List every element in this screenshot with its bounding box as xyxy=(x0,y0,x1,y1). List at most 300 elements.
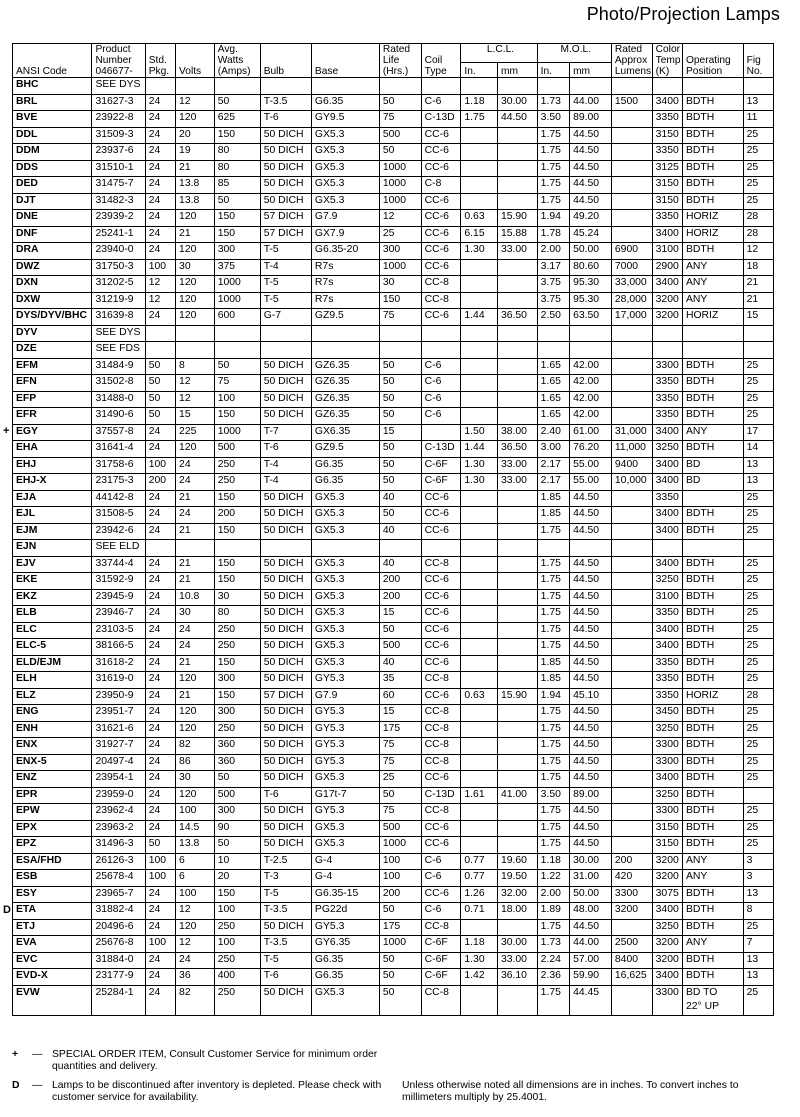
cell-operating-position: BDTH xyxy=(682,705,743,722)
cell-volts: 13.8 xyxy=(176,193,215,210)
cell-base: G7.9 xyxy=(311,688,379,705)
cell-coil-type: CC-6 xyxy=(421,490,461,507)
cell-avg-watts: 30 xyxy=(214,589,260,606)
cell-lcl-mm xyxy=(497,160,537,177)
cell-std-pkg: 24 xyxy=(145,919,175,936)
cell-std-pkg xyxy=(145,342,175,359)
cell-operating-position: BDTH xyxy=(682,738,743,755)
cell-fig-no: 25 xyxy=(743,490,773,507)
cell-fig-no: 28 xyxy=(743,226,773,243)
cell-bulb: 50 DICH xyxy=(260,639,311,656)
cell-volts: 82 xyxy=(176,738,215,755)
cell-lumens: 7000 xyxy=(611,259,652,276)
cell-ansi-code: EJV xyxy=(13,556,92,573)
cell-rated-life: 200 xyxy=(379,589,421,606)
cell-std-pkg: 24 xyxy=(145,523,175,540)
cell-bulb: 50 DICH xyxy=(260,490,311,507)
cell-bulb: 50 DICH xyxy=(260,804,311,821)
cell-volts: 21 xyxy=(176,226,215,243)
cell-ansi-code: ELC xyxy=(13,622,92,639)
cell-mol-mm: 55.00 xyxy=(570,457,612,474)
cell-std-pkg: 24 xyxy=(145,655,175,672)
cell-lcl-mm xyxy=(497,342,537,359)
cell-operating-position: BDTH xyxy=(682,441,743,458)
table-row xyxy=(13,573,774,590)
cell-base: G6.35 xyxy=(311,969,379,986)
cell-mol-in: 1.75 xyxy=(537,193,569,210)
cell-base: GY5.3 xyxy=(311,705,379,722)
cell-bulb: 50 DICH xyxy=(260,672,311,689)
cell-operating-position: BDTH xyxy=(682,787,743,804)
cell-color-temp: 3200 xyxy=(652,292,682,309)
cell-mol-in: 3.17 xyxy=(537,259,569,276)
cell-std-pkg: 24 xyxy=(145,903,175,920)
cell-avg-watts: 300 xyxy=(214,672,260,689)
cell-volts: 6 xyxy=(176,870,215,887)
cell-mol-in: 2.17 xyxy=(537,474,569,491)
cell-rated-life: 40 xyxy=(379,556,421,573)
cell-ansi-code: EKZ xyxy=(13,589,92,606)
cell-avg-watts: 150 xyxy=(214,886,260,903)
table-row xyxy=(13,771,774,788)
cell-operating-position: BDTH xyxy=(682,94,743,111)
cell-lumens xyxy=(611,523,652,540)
cell-product-number: 25284-1 xyxy=(92,985,145,1015)
cell-bulb: T-5 xyxy=(260,952,311,969)
cell-bulb: T-3.5 xyxy=(260,94,311,111)
cell-mol-mm: 44.50 xyxy=(570,523,612,540)
cell-product-number: 23946-7 xyxy=(92,606,145,623)
cell-operating-position: BDTH xyxy=(682,622,743,639)
table-row xyxy=(13,820,774,837)
note-dash: — xyxy=(32,1049,43,1060)
cell-fig-no: 25 xyxy=(743,985,773,1015)
cell-volts: 24 xyxy=(176,639,215,656)
cell-std-pkg: 24 xyxy=(145,721,175,738)
cell-rated-life: 75 xyxy=(379,754,421,771)
cell-std-pkg: 24 xyxy=(145,490,175,507)
cell-color-temp: 3350 xyxy=(652,144,682,161)
col-bulb: Bulb xyxy=(260,44,311,78)
cell-ansi-code: EFP xyxy=(13,391,92,408)
cell-mol-in: 1.85 xyxy=(537,490,569,507)
cell-avg-watts: 150 xyxy=(214,655,260,672)
cell-mol-in: 2.36 xyxy=(537,969,569,986)
cell-lcl-in: 1.30 xyxy=(461,474,498,491)
cell-coil-type: CC-8 xyxy=(421,754,461,771)
cell-lumens: 8400 xyxy=(611,952,652,969)
cell-rated-life: 35 xyxy=(379,672,421,689)
cell-ansi-code: DDL xyxy=(13,127,92,144)
cell-mol-in: 3.75 xyxy=(537,292,569,309)
cell-lcl-in xyxy=(461,589,498,606)
cell-volts: 24 xyxy=(176,622,215,639)
cell-lcl-mm xyxy=(497,804,537,821)
table-row xyxy=(13,738,774,755)
cell-base xyxy=(311,342,379,359)
cell-lcl-mm: 36.10 xyxy=(497,969,537,986)
cell-rated-life: 150 xyxy=(379,292,421,309)
cell-volts: 120 xyxy=(176,441,215,458)
cell-std-pkg: 12 xyxy=(145,276,175,293)
cell-product-number: 31639-8 xyxy=(92,309,145,326)
cell-operating-position: BDTH xyxy=(682,754,743,771)
cell-rated-life: 50 xyxy=(379,358,421,375)
cell-mol-mm: 44.50 xyxy=(570,573,612,590)
cell-mol-in: 1.85 xyxy=(537,672,569,689)
cell-fig-no: 25 xyxy=(743,672,773,689)
cell-rated-life: 15 xyxy=(379,705,421,722)
cell-fig-no: 25 xyxy=(743,738,773,755)
cell-fig-no xyxy=(743,342,773,359)
cell-avg-watts: 100 xyxy=(214,936,260,953)
cell-rated-life: 1000 xyxy=(379,259,421,276)
cell-lcl-mm: 33.00 xyxy=(497,243,537,260)
cell-mol-mm: 42.00 xyxy=(570,391,612,408)
cell-rated-life: 1000 xyxy=(379,160,421,177)
discontinued-text: Lamps to be discontinued after inventory is depleted. Please check with customer service for availability. xyxy=(52,1080,382,1103)
cell-mol-in: 1.94 xyxy=(537,210,569,227)
cell-color-temp: 3400 xyxy=(652,622,682,639)
table-row xyxy=(13,507,774,524)
col-base: Base xyxy=(311,44,379,78)
cell-mol-mm xyxy=(570,540,612,557)
cell-rated-life: 75 xyxy=(379,309,421,326)
cell-mol-in xyxy=(537,540,569,557)
cell-coil-type: CC-6 xyxy=(421,886,461,903)
cell-lcl-mm: 18.00 xyxy=(497,903,537,920)
cell-color-temp: 3350 xyxy=(652,375,682,392)
cell-lcl-mm xyxy=(497,639,537,656)
cell-operating-position: BDTH xyxy=(682,721,743,738)
cell-volts: 120 xyxy=(176,309,215,326)
cell-fig-no: 25 xyxy=(743,507,773,524)
cell-volts: 100 xyxy=(176,804,215,821)
cell-base: G6.35-20 xyxy=(311,243,379,260)
cell-operating-position: BD TO 22° UP xyxy=(682,985,743,1015)
cell-fig-no xyxy=(743,787,773,804)
cell-lcl-in xyxy=(461,391,498,408)
cell-coil-type: CC-8 xyxy=(421,672,461,689)
cell-volts: 21 xyxy=(176,523,215,540)
cell-lcl-in xyxy=(461,490,498,507)
cell-fig-no: 13 xyxy=(743,969,773,986)
cell-color-temp: 3250 xyxy=(652,787,682,804)
cell-operating-position: BDTH xyxy=(682,507,743,524)
cell-rated-life: 500 xyxy=(379,639,421,656)
cell-mol-in: 1.75 xyxy=(537,127,569,144)
cell-lcl-mm xyxy=(497,193,537,210)
cell-lcl-in xyxy=(461,754,498,771)
cell-avg-watts: 300 xyxy=(214,243,260,260)
cell-std-pkg: 24 xyxy=(145,193,175,210)
cell-operating-position: BDTH xyxy=(682,391,743,408)
cell-fig-no: 17 xyxy=(743,424,773,441)
cell-lcl-mm xyxy=(497,523,537,540)
cell-mol-in: 1.65 xyxy=(537,358,569,375)
cell-std-pkg: 24 xyxy=(145,952,175,969)
cell-product-number: 26126-3 xyxy=(92,853,145,870)
cell-mol-mm: 95.30 xyxy=(570,276,612,293)
cell-lcl-in xyxy=(461,144,498,161)
cell-rated-life: 1000 xyxy=(379,177,421,194)
cell-mol-in: 2.00 xyxy=(537,243,569,260)
cell-bulb: 50 DICH xyxy=(260,606,311,623)
cell-base: GZ9.5 xyxy=(311,441,379,458)
cell-coil-type: CC-6 xyxy=(421,820,461,837)
cell-fig-no: 3 xyxy=(743,853,773,870)
cell-rated-life: 50 xyxy=(379,952,421,969)
cell-base: G6.35-15 xyxy=(311,886,379,903)
cell-ansi-code: ESY xyxy=(13,886,92,903)
cell-ansi-code: ETJ xyxy=(13,919,92,936)
cell-product-number: 23177-9 xyxy=(92,969,145,986)
cell-color-temp: 3100 xyxy=(652,589,682,606)
cell-color-temp: 3400 xyxy=(652,969,682,986)
cell-std-pkg: 24 xyxy=(145,639,175,656)
cell-operating-position: ANY xyxy=(682,276,743,293)
cell-mol-in: 1.65 xyxy=(537,408,569,425)
cell-bulb: 50 DICH xyxy=(260,622,311,639)
cell-coil-type: C-6 xyxy=(421,358,461,375)
cell-lumens xyxy=(611,705,652,722)
cell-ansi-code: DED xyxy=(13,177,92,194)
cell-ansi-code: EFR xyxy=(13,408,92,425)
table-row xyxy=(13,490,774,507)
cell-bulb: 50 DICH xyxy=(260,705,311,722)
cell-lcl-mm xyxy=(497,276,537,293)
table-row xyxy=(13,243,774,260)
cell-std-pkg: 24 xyxy=(145,177,175,194)
cell-fig-no: 13 xyxy=(743,94,773,111)
cell-ansi-code: ELH xyxy=(13,672,92,689)
special-order-text: SPECIAL ORDER ITEM, Consult Customer Service for minimum order quantities and delivery. xyxy=(52,1049,378,1072)
cell-lumens xyxy=(611,556,652,573)
cell-color-temp: 2900 xyxy=(652,259,682,276)
cell-mol-mm: 31.00 xyxy=(570,870,612,887)
table-row xyxy=(13,952,774,969)
cell-bulb: 50 DICH xyxy=(260,820,311,837)
cell-coil-type: CC-8 xyxy=(421,919,461,936)
table-body xyxy=(13,78,774,1016)
cell-avg-watts: 50 xyxy=(214,358,260,375)
cell-std-pkg: 24 xyxy=(145,226,175,243)
cell-lcl-mm xyxy=(497,820,537,837)
cell-volts: 24 xyxy=(176,507,215,524)
col-operating-position: Operating Position xyxy=(682,44,743,78)
cell-volts: 15 xyxy=(176,408,215,425)
cell-operating-position: BDTH xyxy=(682,193,743,210)
cell-bulb: 50 DICH xyxy=(260,837,311,854)
discontinued-symbol: D xyxy=(12,1080,20,1091)
cell-lumens xyxy=(611,358,652,375)
cell-avg-watts: 90 xyxy=(214,820,260,837)
cell-bulb xyxy=(260,325,311,342)
cell-fig-no: 14 xyxy=(743,441,773,458)
cell-coil-type: C-6F xyxy=(421,457,461,474)
cell-color-temp: 3400 xyxy=(652,474,682,491)
cell-operating-position: BDTH xyxy=(682,127,743,144)
cell-operating-position: BDTH xyxy=(682,672,743,689)
cell-avg-watts: 250 xyxy=(214,457,260,474)
cell-volts: 24 xyxy=(176,474,215,491)
cell-bulb: T-4 xyxy=(260,474,311,491)
cell-lcl-in xyxy=(461,804,498,821)
cell-ansi-code: EPZ xyxy=(13,837,92,854)
table-row xyxy=(13,606,774,623)
cell-lumens xyxy=(611,787,652,804)
cell-color-temp: 3400 xyxy=(652,94,682,111)
cell-volts xyxy=(176,325,215,342)
cell-std-pkg: 100 xyxy=(145,870,175,887)
cell-mol-mm: 49.20 xyxy=(570,210,612,227)
cell-volts xyxy=(176,342,215,359)
cell-product-number: 31750-3 xyxy=(92,259,145,276)
cell-mol-in: 1.75 xyxy=(537,820,569,837)
cell-avg-watts: 50 xyxy=(214,94,260,111)
cell-base: GX5.3 xyxy=(311,523,379,540)
cell-coil-type: CC-8 xyxy=(421,556,461,573)
cell-base: GX5.3 xyxy=(311,193,379,210)
cell-avg-watts: 250 xyxy=(214,474,260,491)
cell-avg-watts: 250 xyxy=(214,639,260,656)
cell-lumens: 200 xyxy=(611,853,652,870)
cell-base: GX5.3 xyxy=(311,655,379,672)
cell-color-temp: 3400 xyxy=(652,424,682,441)
cell-operating-position: ANY xyxy=(682,259,743,276)
cell-operating-position xyxy=(682,78,743,95)
cell-volts: 120 xyxy=(176,919,215,936)
cell-product-number: 31509-3 xyxy=(92,127,145,144)
cell-lcl-mm xyxy=(497,919,537,936)
cell-mol-in: 1.22 xyxy=(537,870,569,887)
cell-std-pkg: 24 xyxy=(145,127,175,144)
cell-ansi-code: DYS/DYV/BHC xyxy=(13,309,92,326)
cell-lumens: 17,000 xyxy=(611,309,652,326)
col-product-number: Product Number 046677- xyxy=(92,44,145,78)
cell-mol-mm: 59.90 xyxy=(570,969,612,986)
cell-lcl-in: 0.77 xyxy=(461,870,498,887)
cell-bulb: T-6 xyxy=(260,441,311,458)
cell-product-number: 31219-9 xyxy=(92,292,145,309)
cell-mol-mm: 44.50 xyxy=(570,589,612,606)
cell-mol-mm: 44.50 xyxy=(570,820,612,837)
cell-volts: 24 xyxy=(176,952,215,969)
cell-avg-watts: 250 xyxy=(214,952,260,969)
table-row xyxy=(13,127,774,144)
cell-volts xyxy=(176,540,215,557)
cell-avg-watts: 360 xyxy=(214,754,260,771)
cell-bulb: 50 DICH xyxy=(260,738,311,755)
table-row xyxy=(13,309,774,326)
cell-mol-mm: 44.50 xyxy=(570,738,612,755)
cell-std-pkg xyxy=(145,540,175,557)
cell-bulb: 50 DICH xyxy=(260,375,311,392)
cell-mol-in: 1.75 xyxy=(537,177,569,194)
cell-ansi-code: EPR xyxy=(13,787,92,804)
cell-lcl-mm: 44.50 xyxy=(497,111,537,128)
cell-std-pkg: 50 xyxy=(145,358,175,375)
cell-volts: 20 xyxy=(176,127,215,144)
cell-coil-type: CC-8 xyxy=(421,804,461,821)
cell-volts: 24 xyxy=(176,457,215,474)
cell-fig-no: 11 xyxy=(743,111,773,128)
cell-operating-position: BDTH xyxy=(682,160,743,177)
cell-product-number: 23954-1 xyxy=(92,771,145,788)
cell-color-temp: 3400 xyxy=(652,903,682,920)
cell-lumens xyxy=(611,919,652,936)
cell-fig-no xyxy=(743,540,773,557)
cell-mol-mm: 44.50 xyxy=(570,507,612,524)
cell-bulb: 50 DICH xyxy=(260,127,311,144)
cell-mol-in: 1.94 xyxy=(537,688,569,705)
cell-lcl-mm xyxy=(497,144,537,161)
cell-lcl-mm xyxy=(497,375,537,392)
cell-avg-watts: 150 xyxy=(214,573,260,590)
table-row xyxy=(13,325,774,342)
cell-mol-in: 1.75 xyxy=(537,573,569,590)
cell-fig-no: 25 xyxy=(743,573,773,590)
cell-mol-mm: 44.50 xyxy=(570,177,612,194)
cell-product-number: 31510-1 xyxy=(92,160,145,177)
cell-product-number: 31619-0 xyxy=(92,672,145,689)
cell-coil-type: CC-6 xyxy=(421,309,461,326)
cell-coil-type xyxy=(421,78,461,95)
table-row xyxy=(13,787,774,804)
cell-lcl-in xyxy=(461,127,498,144)
cell-base: G6.35 xyxy=(311,457,379,474)
cell-fig-no: 25 xyxy=(743,754,773,771)
cell-base: GX6.35 xyxy=(311,424,379,441)
cell-avg-watts xyxy=(214,540,260,557)
cell-ansi-code: ENG xyxy=(13,705,92,722)
cell-mol-in: 1.75 xyxy=(537,754,569,771)
cell-mol-in: 1.78 xyxy=(537,226,569,243)
cell-base: GX5.3 xyxy=(311,622,379,639)
cell-rated-life: 25 xyxy=(379,771,421,788)
cell-bulb: T-4 xyxy=(260,259,311,276)
cell-lcl-in: 1.61 xyxy=(461,787,498,804)
cell-coil-type xyxy=(421,424,461,441)
table-row xyxy=(13,903,774,920)
cell-avg-watts: 150 xyxy=(214,226,260,243)
cell-color-temp: 3150 xyxy=(652,127,682,144)
cell-bulb: T-4 xyxy=(260,457,311,474)
cell-mol-mm xyxy=(570,325,612,342)
cell-lumens xyxy=(611,639,652,656)
cell-lumens xyxy=(611,160,652,177)
cell-rated-life: 50 xyxy=(379,391,421,408)
cell-color-temp: 3075 xyxy=(652,886,682,903)
cell-std-pkg: 100 xyxy=(145,853,175,870)
cell-lumens xyxy=(611,804,652,821)
dimensions-note: Unless otherwise noted all dimensions are in inches. To convert inches to millimeters multiply by 25.4001. xyxy=(402,1080,739,1103)
table-row xyxy=(13,226,774,243)
table-row xyxy=(13,441,774,458)
cell-volts: 120 xyxy=(176,705,215,722)
cell-fig-no: 25 xyxy=(743,127,773,144)
cell-std-pkg: 24 xyxy=(145,738,175,755)
cell-rated-life: 50 xyxy=(379,441,421,458)
cell-ansi-code: ESB xyxy=(13,870,92,887)
cell-lumens xyxy=(611,985,652,1015)
cell-operating-position: BDTH xyxy=(682,358,743,375)
cell-avg-watts: 250 xyxy=(214,919,260,936)
cell-lumens xyxy=(611,540,652,557)
cell-lumens: 31,000 xyxy=(611,424,652,441)
cell-base: GX5.3 xyxy=(311,144,379,161)
cell-ansi-code: BHC xyxy=(13,78,92,95)
